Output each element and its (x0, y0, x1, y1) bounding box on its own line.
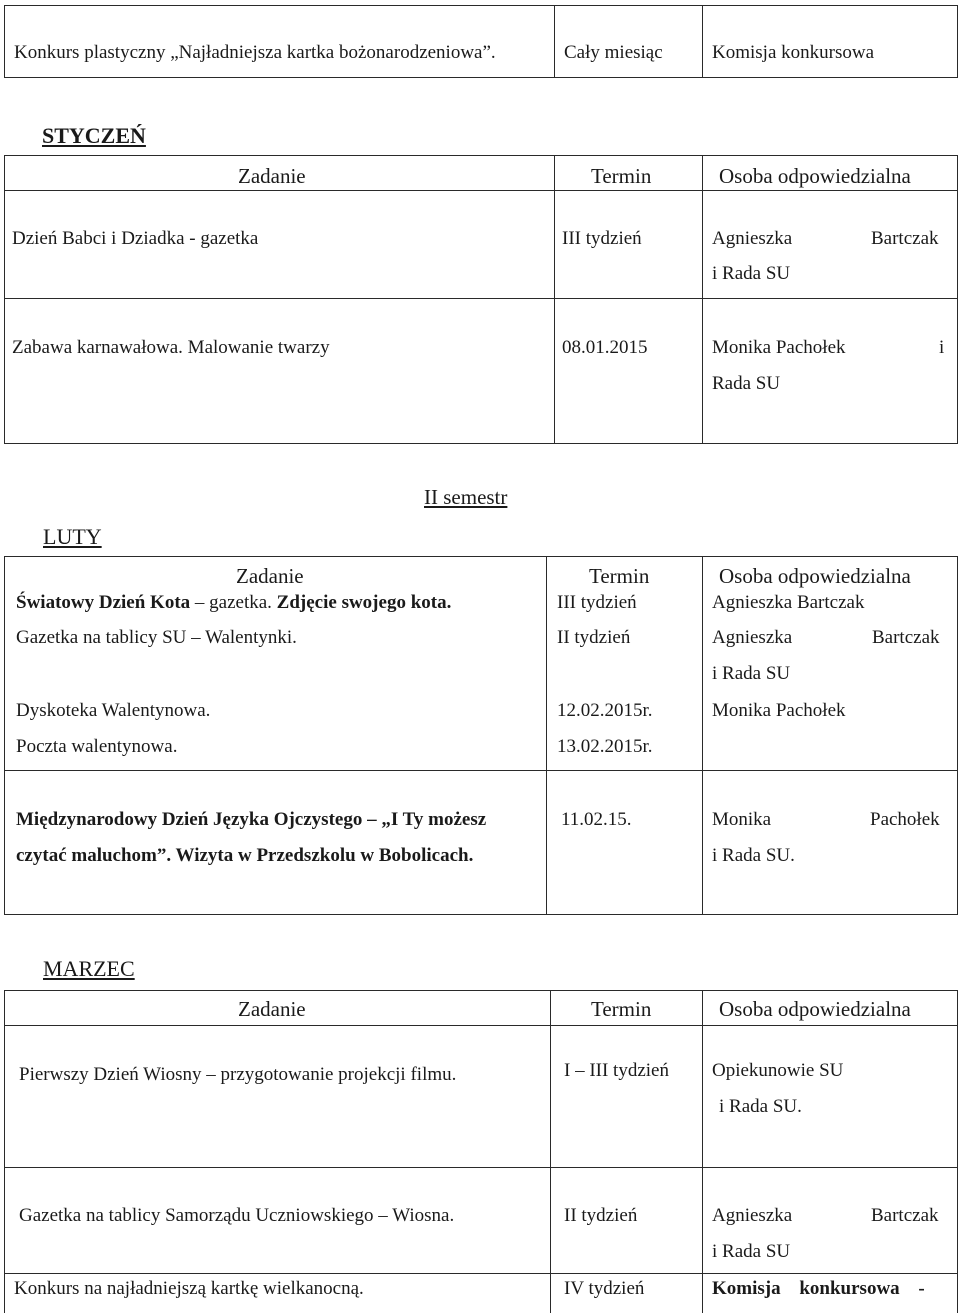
luty-row2-person-c: i Rada SU (712, 663, 791, 684)
styczen-table (4, 155, 958, 444)
styczen-row1-task: Dzień Babci i Dziadka - gazetka (12, 228, 259, 249)
luty-semester-title: II semestr (424, 485, 508, 509)
styczen-row1-term: III tydzień (562, 228, 642, 249)
marzec-row3-term: IV tydzień (564, 1278, 645, 1299)
styczen-row2-person-a: Monika Pachołek (712, 337, 846, 358)
marzec-title: MARZEC (43, 956, 135, 981)
styczen-row1-person-c: i Rada SU (712, 263, 791, 284)
marzec-row3-person: Komisja konkursowa - (712, 1278, 925, 1299)
styczen-row2-person-c: Rada SU (712, 373, 781, 394)
luty-row2-task: Gazetka na tablicy SU – Walentynki. (16, 627, 297, 648)
marzec-header-task: Zadanie (238, 997, 306, 1021)
styczen-row2-task-b: Malowanie twarzy (187, 337, 330, 358)
luty-row3-term: 12.02.2015r. (557, 700, 653, 721)
marzec-row1-person-b: i Rada SU. (719, 1096, 802, 1117)
marzec-row3-task: Konkurs na najładniejszą kartkę wielkanocną. (14, 1278, 364, 1299)
luty-row1-task-a: Światowy Dzień Kota (16, 592, 191, 613)
marzec-row2-person-c: i Rada SU (712, 1241, 791, 1262)
styczen-header-term: Termin (591, 164, 652, 188)
luty-header-person: Osoba odpowiedzialna (719, 564, 911, 588)
styczen-title: STYCZEŃ (42, 123, 146, 148)
luty-row1-task (16, 593, 451, 612)
top-row-person: Komisja konkursowa (712, 42, 875, 63)
marzec-row1-person-a: Opiekunowie SU (712, 1060, 844, 1081)
styczen-row2-term: 08.01.2015 (562, 337, 648, 358)
luty-row3-person: Monika Pachołek (712, 700, 846, 721)
styczen-row1-person-a: Agnieszka (712, 228, 793, 249)
marzec-header-term: Termin (591, 997, 652, 1021)
styczen-row2-task-a: Zabawa karnawałowa. (12, 337, 188, 358)
marzec-row2-term: II tydzień (564, 1205, 638, 1226)
marzec-table (4, 990, 958, 1313)
luty-row5-person-a: Monika (712, 809, 772, 830)
luty-row2-person-a: Agnieszka (712, 627, 793, 648)
luty-row4-task: Poczta walentynowa. (16, 736, 178, 757)
styczen-header-task: Zadanie (238, 164, 306, 188)
luty-header-term: Termin (589, 564, 650, 588)
luty-title: LUTY (43, 524, 102, 549)
top-row-term: Cały miesiąc (564, 42, 663, 63)
styczen-row1-person-b: Bartczak (871, 228, 939, 249)
luty-row2-person-b: Bartczak (872, 627, 940, 648)
luty-row5-person-c: i Rada SU. (712, 845, 795, 866)
marzec-row2-task: Gazetka na tablicy Samorządu Uczniowskiego – Wiosna. (19, 1205, 455, 1226)
luty-row1-person: Agnieszka Bartczak (712, 592, 865, 613)
styczen-row2-task (12, 338, 330, 357)
marzec-row1-term: I – III tydzień (564, 1060, 669, 1081)
marzec-row2-person-b: Bartczak (871, 1205, 939, 1226)
styczen-row2-person-b: i (939, 337, 945, 358)
luty-header-task: Zadanie (236, 564, 304, 588)
top-row-task: Konkurs plastyczny „Najładniejsza kartka bożonarodzeniowa”. (14, 42, 496, 63)
marzec-row1-task: Pierwszy Dzień Wiosny – przygotowanie projekcji filmu. (19, 1064, 457, 1085)
luty-row5-person-b: Pachołek (870, 809, 940, 830)
styczen-header-person: Osoba odpowiedzialna (719, 164, 911, 188)
luty-row1-task-c: Zdjęcie swojego kota. (276, 592, 452, 613)
marzec-header-person: Osoba odpowiedzialna (719, 997, 911, 1021)
luty-row5-task-line1: Międzynarodowy Dzień Języka Ojczystego – „I Ty możesz (16, 809, 487, 830)
luty-row2-term: II tydzień (557, 627, 631, 648)
marzec-row2-person-a: Agnieszka (712, 1205, 793, 1226)
luty-row4-term: 13.02.2015r. (557, 736, 653, 757)
luty-row1-task-b: – gazetka. (190, 592, 277, 613)
luty-row5-term: 11.02.15. (561, 809, 632, 830)
luty-row5-task-line2: czytać maluchom”. Wizyta w Przedszkolu w Bobolicach. (16, 845, 474, 866)
luty-row1-term: III tydzień (557, 592, 637, 613)
luty-row3-task: Dyskoteka Walentynowa. (16, 700, 211, 721)
